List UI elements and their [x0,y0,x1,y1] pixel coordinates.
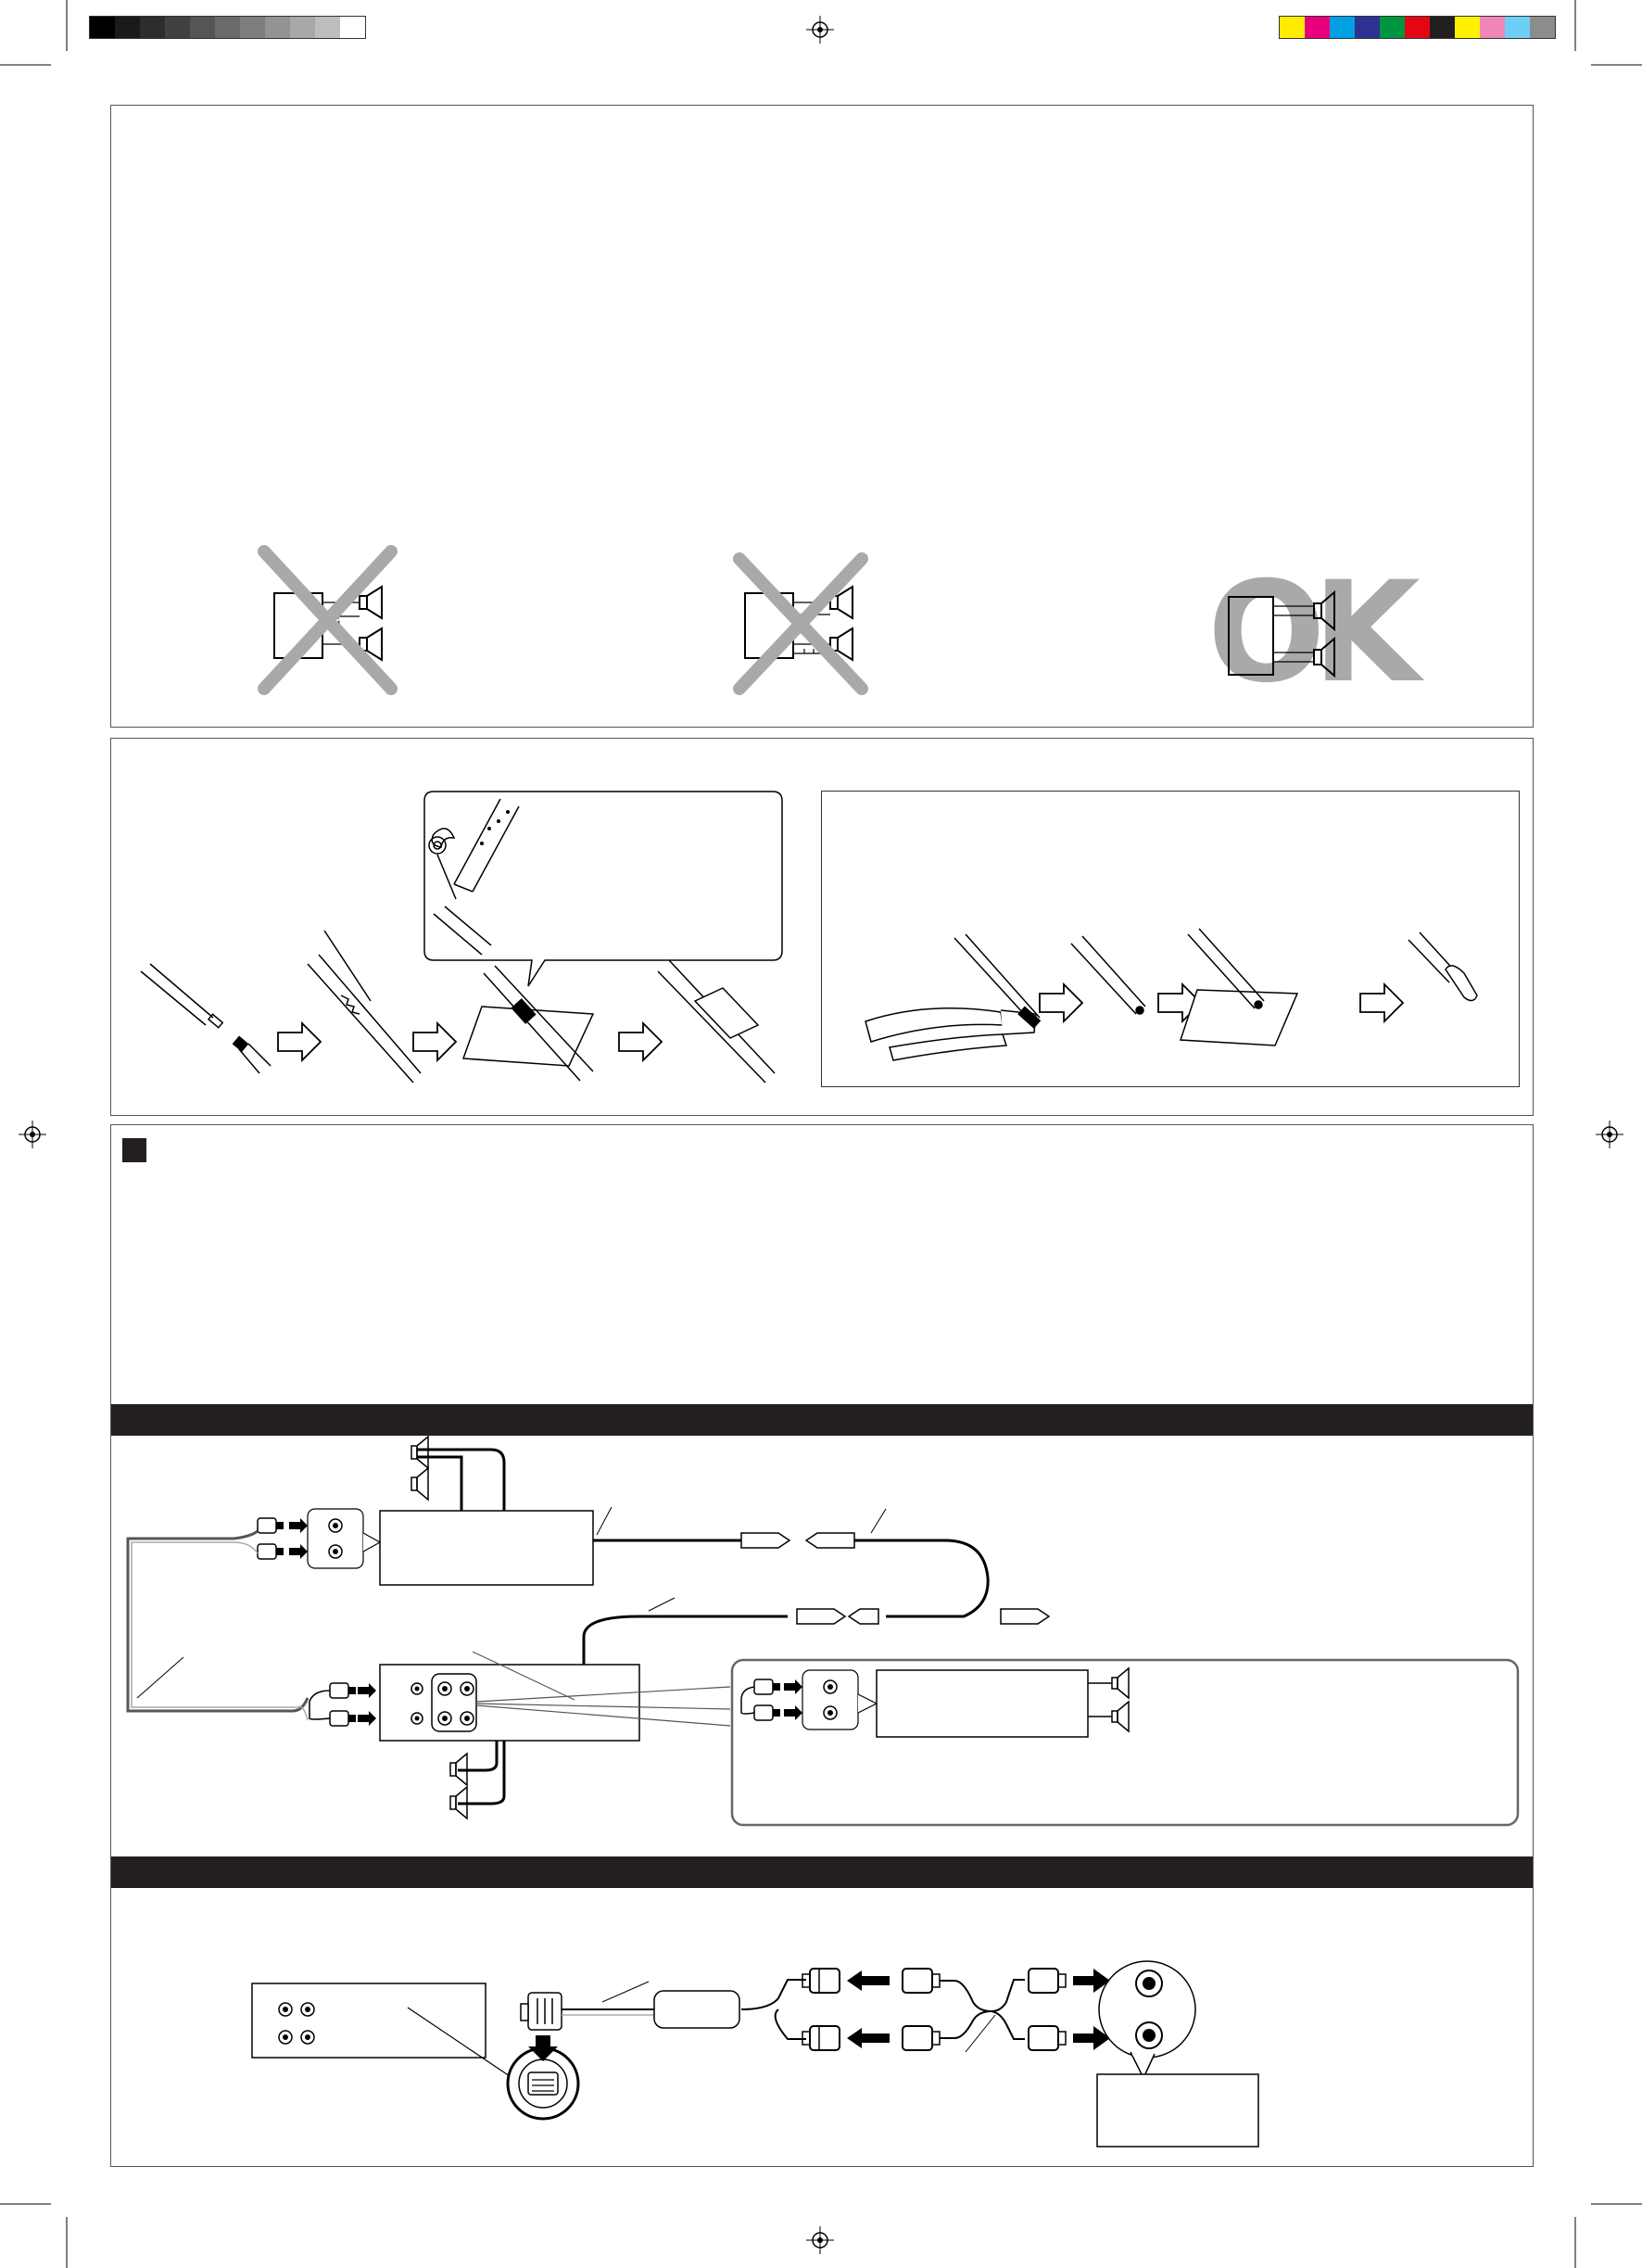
section-header-bar-1 [111,1404,1533,1436]
rca-plug-icon [330,1683,356,1698]
cross-mark-icon [739,559,862,689]
tinning-steps-diagram [853,936,1501,1084]
amplifier-wiring-diagram [111,1442,1557,1841]
speaker-icon [411,1437,428,1468]
section-header-bar-2 [111,1856,1533,1888]
rca-plug-icon [1029,2026,1066,2050]
wrong-connection-diagram-2 [721,542,925,709]
rca-plug-icon [802,2026,840,2050]
rca-plug-icon [330,1711,356,1726]
rca-plug-icon [258,1544,284,1559]
speaker-icon [411,1468,428,1500]
speaker-icon [1314,592,1334,629]
rca-plug-icon [258,1518,284,1533]
ok-mark: OK [1207,552,1408,714]
soldering-steps-diagram [139,788,806,1140]
rca-plug-icon [903,2026,940,2050]
wrong-connection-diagram-1 [250,542,454,709]
correct-connection-diagram [1223,586,1334,697]
external-component-diagram [250,1928,1455,2160]
cross-mark-icon [264,551,391,689]
rca-plug-icon [903,1969,940,1993]
section-marker-icon [122,1138,146,1162]
rca-plug-icon [802,1969,840,1993]
speaker-icon [1314,639,1334,676]
rca-plug-icon [1029,1969,1066,1993]
